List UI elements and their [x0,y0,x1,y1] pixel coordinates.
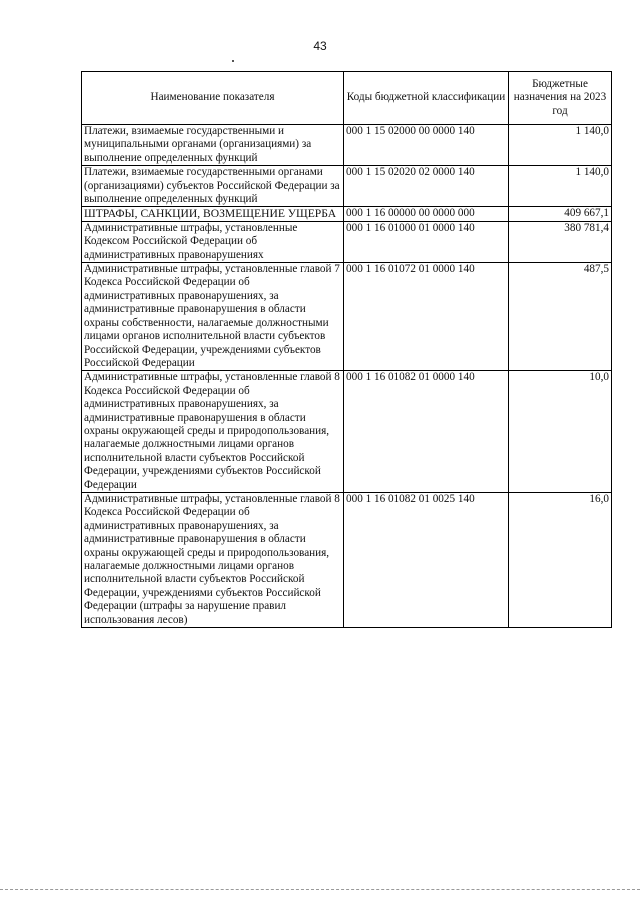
table-row [82,492,612,627]
row-name: Административные штрафы, установленные Кодексом Российской Федерации об административных правонарушениях [82,221,344,262]
row-amount: 1 140,0 [509,125,612,166]
header-code: Коды бюджетной классификации [344,72,509,125]
row-code: 000 1 15 02020 02 0000 140 [344,166,509,207]
row-amount: 16,0 [509,492,612,627]
row-code: 000 1 16 01072 01 0000 140 [344,263,509,371]
table-row [82,166,612,207]
budget-table [81,71,612,628]
table-row [82,371,612,493]
header-name: Наименование показателя [82,72,344,125]
table-row [82,125,612,166]
row-name: Платежи, взимаемые государственными органами (организациями) субъектов Российской Федерации за выполнение определенных функций [82,166,344,207]
row-code: 000 1 16 01082 01 0000 140 [344,371,509,493]
table-row [82,207,612,221]
header-amount: Бюджетные назначения на 2023 год [509,72,612,125]
row-amount: 487,5 [509,263,612,371]
table-header-row [82,72,612,125]
row-amount: 10,0 [509,371,612,493]
row-name: Административные штрафы, установленные главой 8 Кодекса Российской Федерации об административных правонарушениях, за административные правонарушения в области охраны окружающей среды и природопользования, налагаемые должностными лицами органов исполнительной власти субъектов Российской Федерации, учреждениями субъектов Российской Федерации (штрафы за нарушение правил использования лесов) [82,492,344,627]
row-name: Административные штрафы, установленные главой 7 Кодекса Российской Федерации об административных правонарушениях, за административные правонарушения в области охраны собственности, налагаемые должностными лицами органов исполнительной власти субъектов Российской Федерации, учреждениями субъектов Российской Федерации [82,263,344,371]
table-row [82,221,612,262]
row-amount: 380 781,4 [509,221,612,262]
row-code: 000 1 16 01082 01 0025 140 [344,492,509,627]
row-name: Платежи, взимаемые государственными и муниципальными органами (организациями) за выполнение определенных функций [82,125,344,166]
table-row [82,263,612,371]
row-name: Административные штрафы, установленные главой 8 Кодекса Российской Федерации об административных правонарушениях, за административные правонарушения в области охраны окружающей среды и природопользования, налагаемые должностными лицами органов исполнительной власти субъектов Российской Федерации, учреждениями субъектов Российской Федерации [82,371,344,493]
scan-mark [232,60,234,62]
row-amount: 409 667,1 [509,207,612,221]
row-code: 000 1 16 01000 01 0000 140 [344,221,509,262]
page-number: 43 [313,39,327,53]
row-code: 000 1 15 02000 00 0000 140 [344,125,509,166]
row-code: 000 1 16 00000 00 0000 000 [344,207,509,221]
scan-bottom-edge [0,889,640,891]
row-amount: 1 140,0 [509,166,612,207]
row-name: ШТРАФЫ, САНКЦИИ, ВОЗМЕЩЕНИЕ УЩЕРБА [82,207,344,221]
